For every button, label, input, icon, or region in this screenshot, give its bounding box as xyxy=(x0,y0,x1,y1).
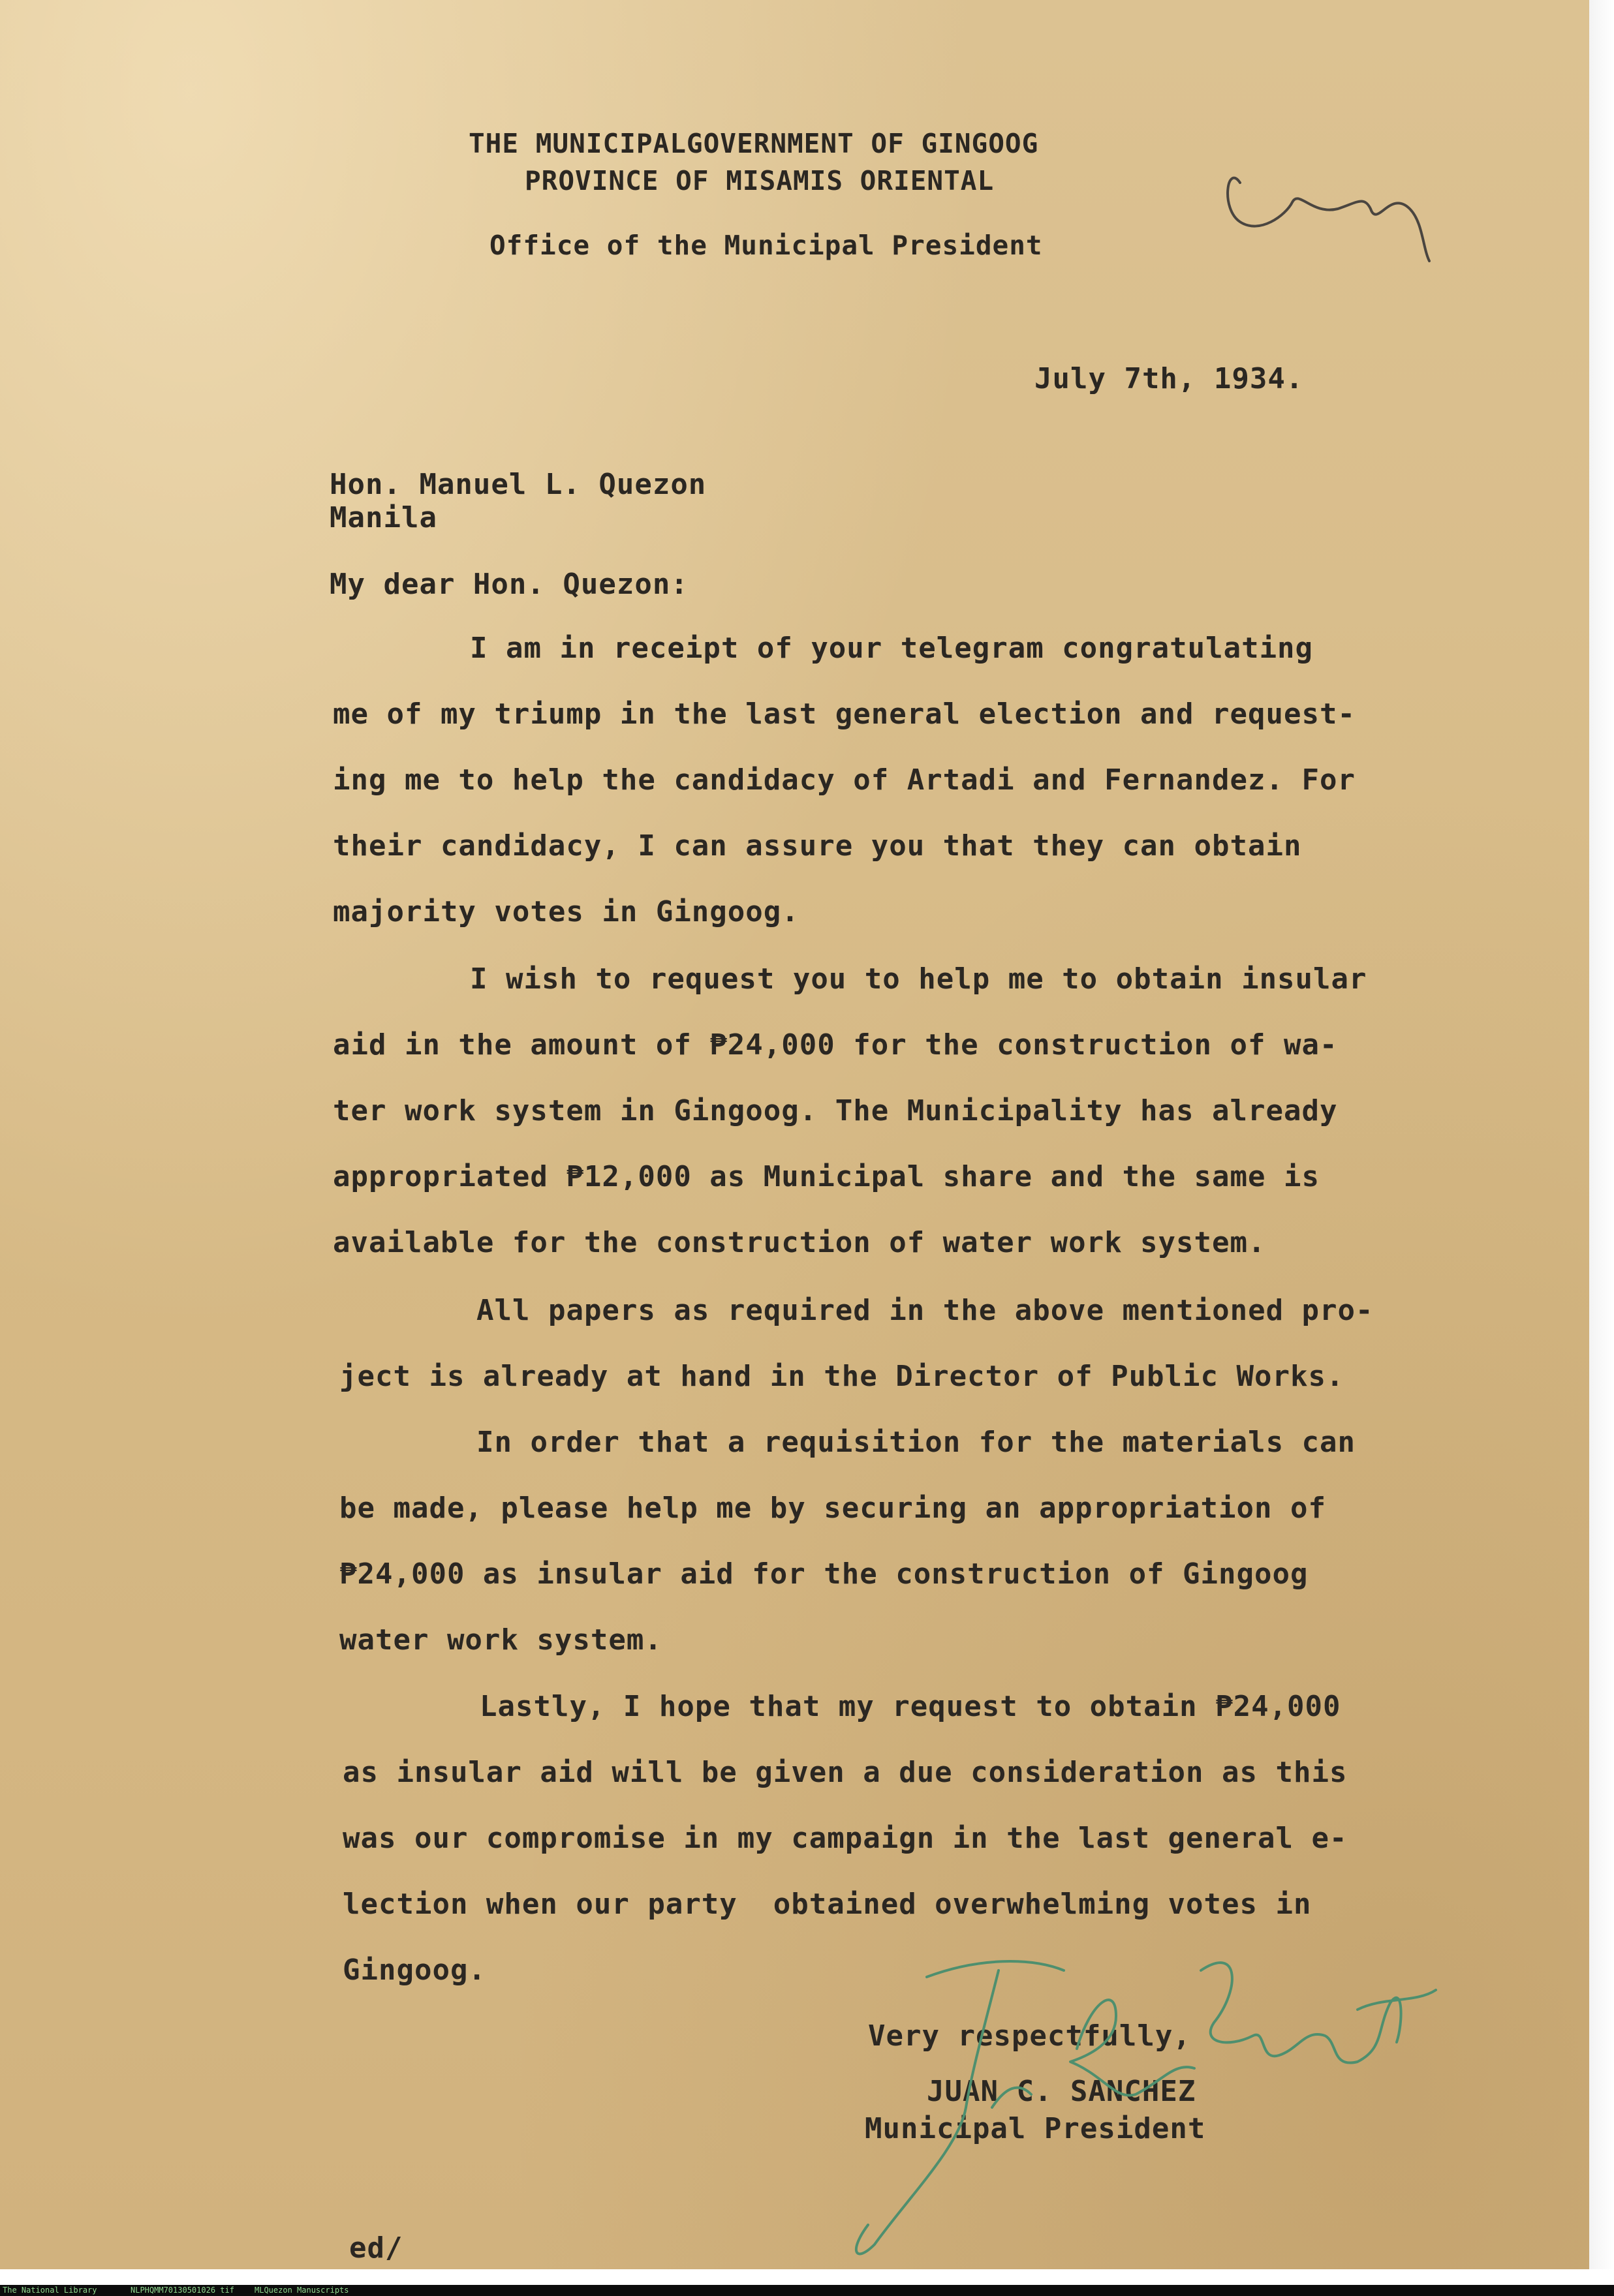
body-line: available for the construction of water work system. xyxy=(333,1226,1266,1259)
body-line: I wish to request you to help me to obtain insular xyxy=(470,962,1367,996)
body-line: water work system. xyxy=(339,1623,662,1657)
body-line: their candidacy, I can assure you that they can obtain xyxy=(333,829,1302,863)
signer-title: Municipal President xyxy=(865,2112,1206,2145)
page-edge xyxy=(1589,0,1614,2269)
typist-initials: ed/ xyxy=(349,2231,403,2265)
body-line: ing me to help the candidacy of Artadi and Fernandez. For xyxy=(333,763,1356,797)
body-line: aid in the amount of ₱24,000 for the construction of wa- xyxy=(333,1028,1338,1062)
letter-date: July 7th, 1934. xyxy=(1034,362,1304,395)
closing: Very respectfully, xyxy=(868,2019,1191,2053)
handwritten-signature xyxy=(809,1931,1449,2271)
recipient-city: Manila xyxy=(330,501,437,534)
signer-name: JUAN C. SANCHEZ xyxy=(927,2075,1196,2108)
body-line: I am in receipt of your telegram congratulating xyxy=(470,632,1314,665)
body-line: All papers as required in the above mentioned pro- xyxy=(476,1294,1374,1327)
body-line: as insular aid will be given a due consideration as this xyxy=(343,1756,1348,1789)
letterhead-line-2: PROVINCE OF MISAMIS ORIENTAL xyxy=(525,165,995,196)
recipient-name: Hon. Manuel L. Quezon xyxy=(330,468,707,501)
body-line: lection when our party obtained overwhelming votes in xyxy=(343,1888,1312,1921)
pencil-annotation xyxy=(1214,137,1449,281)
body-line: appropriated ₱12,000 as Municipal share and the same is xyxy=(333,1160,1320,1193)
footer-library: The National Library xyxy=(3,2286,97,2295)
body-line: majority votes in Gingoog. xyxy=(333,895,799,928)
footer-collection: MLQuezon Manuscripts xyxy=(255,2286,349,2295)
body-line: Gingoog. xyxy=(343,1953,486,1987)
office-title: Office of the Municipal President xyxy=(489,230,1043,261)
footer-file: NLPHQMM70130501026 tif xyxy=(131,2286,234,2295)
body-line: was our compromise in my campaign in the last general e- xyxy=(343,1822,1348,1855)
body-line: ₱24,000 as insular aid for the construction of Gingoog xyxy=(339,1557,1309,1591)
body-line: ject is already at hand in the Director of Public Works. xyxy=(339,1360,1344,1393)
body-line: In order that a requisition for the materials can xyxy=(476,1426,1356,1459)
body-line: be made, please help me by securing an appropriation of xyxy=(339,1492,1326,1525)
scan-footer-bar xyxy=(0,2285,1614,2296)
body-line: ter work system in Gingoog. The Municipality has already xyxy=(333,1094,1338,1127)
body-line: me of my triump in the last general election and request- xyxy=(333,697,1356,731)
body-line: Lastly, I hope that my request to obtain ₱24,000 xyxy=(480,1690,1341,1723)
salutation: My dear Hon. Quezon: xyxy=(330,568,689,601)
letterhead-line-1: THE MUNICIPALGOVERNMENT OF GINGOOG xyxy=(469,128,1039,159)
